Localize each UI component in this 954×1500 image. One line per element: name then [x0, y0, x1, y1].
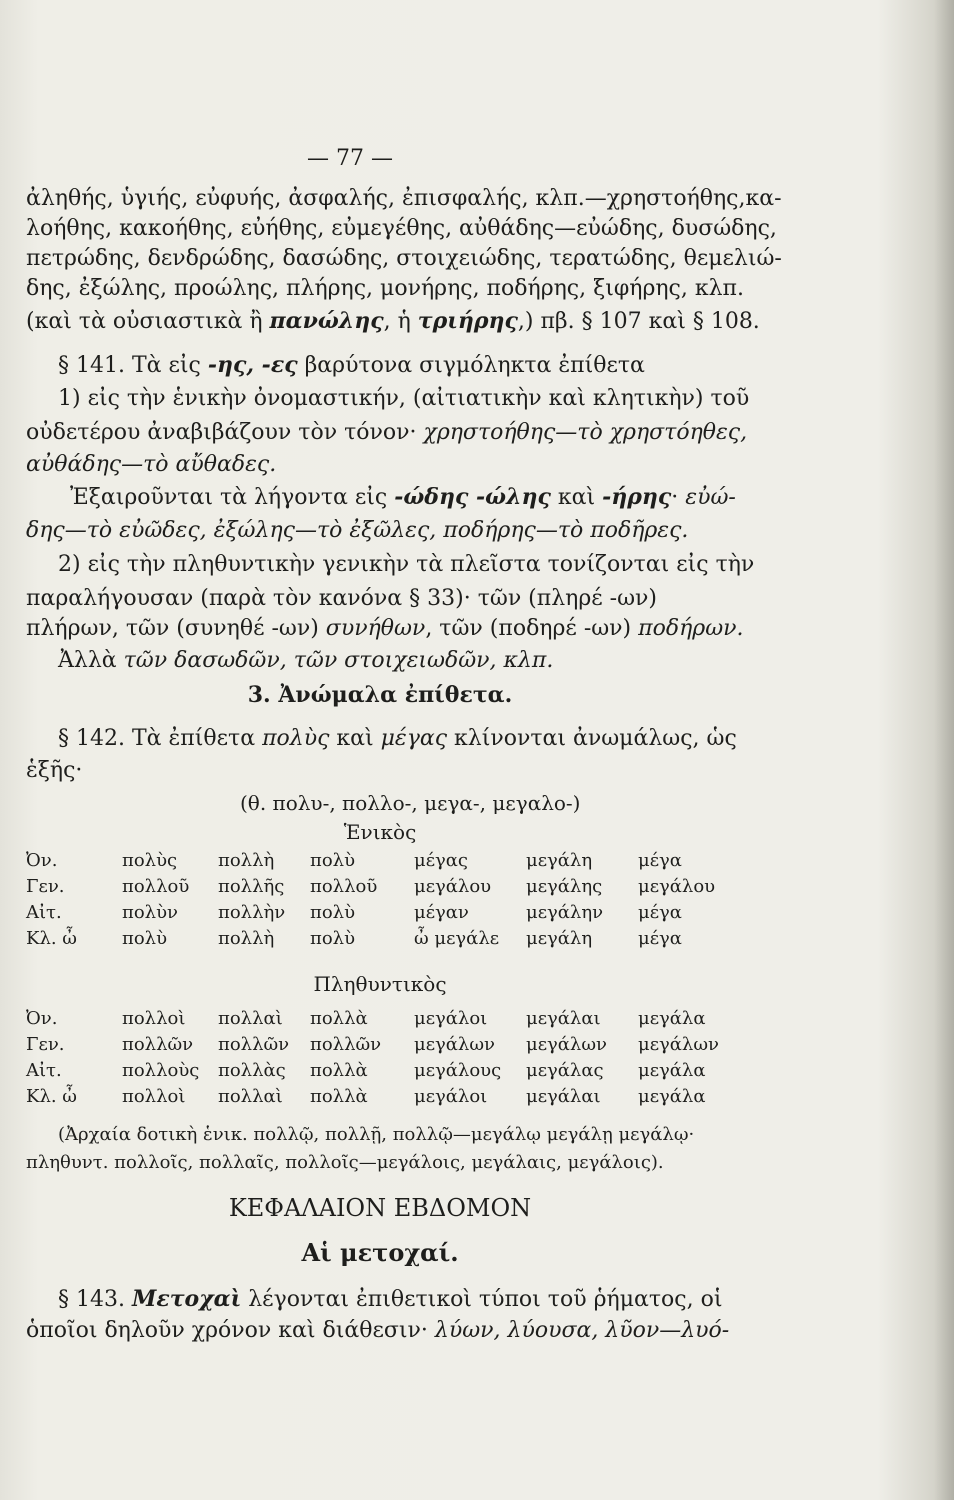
- section-142: § 142. Τὰ ἐπίθετα πολὺς καὶ μέγας κλίνονται ἀνωμάλως, ὡς: [58, 726, 737, 751]
- text-line: 2) εἰς τὴν πληθυντικὴν γενικὴν τὰ πλεῖστα τονίζονται εἰς τὴν: [58, 552, 755, 577]
- text-line: Ἐξαιροῦνται τὰ λήγοντα εἰς -ώδης -ώλης καὶ -ήρης· εὐώ-: [70, 484, 736, 510]
- text-line: (καὶ τὰ οὐσιαστικὰ ἢ πανώλης, ἡ τριήρης,) πβ. § 107 καὶ § 108.: [26, 308, 760, 334]
- text-line: παραλήγουσαν (παρὰ τὸν κανόνα § 33)· τῶν (πληρέ -ων): [26, 586, 658, 611]
- chapter-subtitle: Αἱ μετοχαί.: [301, 1238, 459, 1267]
- plural-title: Πληθυντικὸς: [313, 972, 447, 996]
- page-number: — 77 —: [307, 146, 393, 171]
- text-line: 1) εἰς τὴν ἑνικὴν ὀνομαστικήν, (αἰτιατικὴν καὶ κλητικὴν) τοῦ: [58, 386, 750, 411]
- section-143: § 143. Μετοχαὶ λέγονται ἐπιθετικοὶ τύποι τοῦ ῥήματος, οἱ: [58, 1286, 723, 1312]
- text-line: ὁποῖοι δηλοῦν χρόνον καὶ διάθεσιν· λύων, λύουσα, λῦον—λυό-: [26, 1318, 730, 1343]
- section-heading: 3. Ἀνώμαλα ἐπίθετα.: [247, 682, 513, 708]
- text-line: δης—τὸ εὐῶδες, ἐξώλης—τὸ ἐξῶλες, ποδήρης—τὸ ποδῆρες.: [26, 518, 689, 543]
- page-edge-shadow: [934, 0, 954, 1500]
- text-line: δης, ἐξώλης, προώλης, πλήρης, μονήρης, ποδήρης, ξιφήρης, κλπ.: [26, 276, 745, 301]
- text-line: ἀληθής, ὑγιής, εὐφυής, ἀσφαλής, ἐπισφαλής, κλπ.—χρηστοήθης,κα-: [26, 186, 782, 211]
- dative-note: πληθυντ. πολλοῖς, πολλαῖς, πολλοῖς—μεγάλοις, μεγάλαις, μεγάλοις).: [26, 1152, 664, 1173]
- singular-title: Ἑνικὸς: [343, 820, 417, 844]
- dative-note: (Ἀρχαία δοτικὴ ἑνικ. πολλῷ, πολλῇ, πολλῷ—μεγάλῳ μεγάλῃ μεγάλῳ·: [58, 1124, 695, 1145]
- chapter-title: ΚΕΦΑΛΑΙΟΝ ΕΒΔΟΜΟΝ: [228, 1194, 532, 1222]
- text-line: ἑξῆς·: [26, 758, 83, 783]
- text-line: πετρώδης, δενδρώδης, δασώδης, στοιχειώδης, τερατώδης, θεμελιώ-: [26, 246, 782, 271]
- text-line: πλήρων, τῶν (συνηθέ -ων) συνήθων, τῶν (ποδηρέ -ων) ποδήρων.: [26, 616, 744, 641]
- themes-note: (θ. πολυ-, πολλο-, μεγα-, μεγαλο-): [240, 791, 581, 815]
- text-line: Ἀλλὰ τῶν δασωδῶν, τῶν στοιχειωδῶν, κλπ.: [58, 648, 554, 673]
- section-141: § 141. Τὰ εἰς -ης, -ες βαρύτονα σιγμόληκτα ἐπίθετα: [58, 352, 645, 378]
- text-line: λοήθης, κακοήθης, εὐήθης, εὐμεγέθης, αὐθάδης—εὐώδης, δυσώδης,: [26, 216, 777, 241]
- text-line: οὐδετέρου ἀναβιβάζουν τὸν τόνον· χρηστοήθης—τὸ χρηστόηθες,: [26, 420, 748, 445]
- book-page: — 77 — ἀληθής, ὑγιής, εὐφυής, ἀσφαλής, ἐπισφαλής, κλπ.—χρηστοήθης,κα- λοήθης, κακοήθης, εὐήθης, εὐμεγέθης, αὐθάδης—εὐώδης, δυσώδης, πετρώδης, δενδρώδης, δασώδης, στοιχειώδης, τερατώδης, θεμελιώ- δης, ἐξώλης, προώλης, πλήρης, μονήρης, ποδήρης, ξιφήρης, κλπ. (καὶ τὰ οὐσιαστικὰ ἢ πανώλης, ἡ τριήρης,) πβ. § 107 καὶ § 108. § 141. Τὰ εἰς -ης, -ες βαρύτονα σιγμόληκτα ἐπίθετα 1) εἰς τὴν ἑνικὴν ὀνομαστικήν, (αἰτιατικὴν καὶ κλητικὴν) τοῦ οὐδετέρου ἀναβιβάζουν τὸν τόνον· χρηστοήθης—τὸ χρηστόηθες, αὐθάδης—τὸ αὔθαδες. Ἐξαιροῦνται τὰ λήγοντα εἰς -ώδης -ώλης καὶ -ήρης· εὐώ- δης—τὸ εὐῶδες, ἐξώλης—τὸ ἐξῶλες, ποδήρης—τὸ ποδῆρες. 2) εἰς τὴν πληθυντικὴν γενικὴν τὰ πλεῖστα τονίζονται εἰς τὴν παραλήγουσαν (παρὰ τὸν κανόνα § 33)· τῶν (πληρέ -ων) πλήρων, τῶν (συνηθέ -ων) συνήθων, τῶν (ποδηρέ -ων) ποδήρων. Ἀλλὰ τῶν δασωδῶν, τῶν στοιχειωδῶν, κλπ. 3. Ἀνώμαλα ἐπίθετα. § 142. Τὰ ἐπίθετα πολὺς καὶ μέγας κλίνονται ἀνωμάλως, ὡς ἑξῆς· (θ. πολυ-, πολλο-, μεγα-, μεγαλο-) Ἑνικὸς Ὀν. πολὺς πολλὴ πολὺ μέγας μεγάλη μέγα Γεν. πολλοῦ πολλῆς πολλοῦ μεγάλου μεγάλης μεγάλου Αἰτ. πολὺν πολλὴν πολὺ μέγαν μεγάλην μέγα Κλ. ὦ πολὺ πολλὴ πολὺ ὦ μεγάλε μεγάλη μέγα Πληθυντικὸς Ὀν. πολλοὶ πολλαὶ πολλὰ μεγάλοι μεγάλαι μεγάλα Γεν. πολλῶν πολλῶν πολλῶν μεγάλων μεγάλων μεγάλων Αἰτ. πολλοὺς πολλὰς πολλὰ μεγάλους μεγάλας μεγάλα Κλ. ὦ πολλοὶ πολλαὶ πολλὰ μεγάλοι μεγάλαι μεγάλα (Ἀρχαία δοτικὴ ἑνικ. πολλῷ, πολλῇ, πολλῷ—μεγάλῳ μεγάλῃ μεγάλῳ· πληθυντ. πολλοῖς, πολλαῖς, πολλοῖς—μεγάλοις, μεγάλαις, μεγάλοις). ΚΕΦΑΛΑΙΟΝ ΕΒΔΟΜΟΝ Αἱ μετοχαί. § 143. Μετοχαὶ λέγονται ἐπιθετικοὶ τύποι τοῦ ῥήματος, οἱ ὁποῖοι δηλοῦν χρόνον καὶ διάθεσιν· λύων, λύουσα, λῦον—λυό-: [0, 0, 954, 1500]
- text-line: αὐθάδης—τὸ αὔθαδες.: [26, 452, 277, 477]
